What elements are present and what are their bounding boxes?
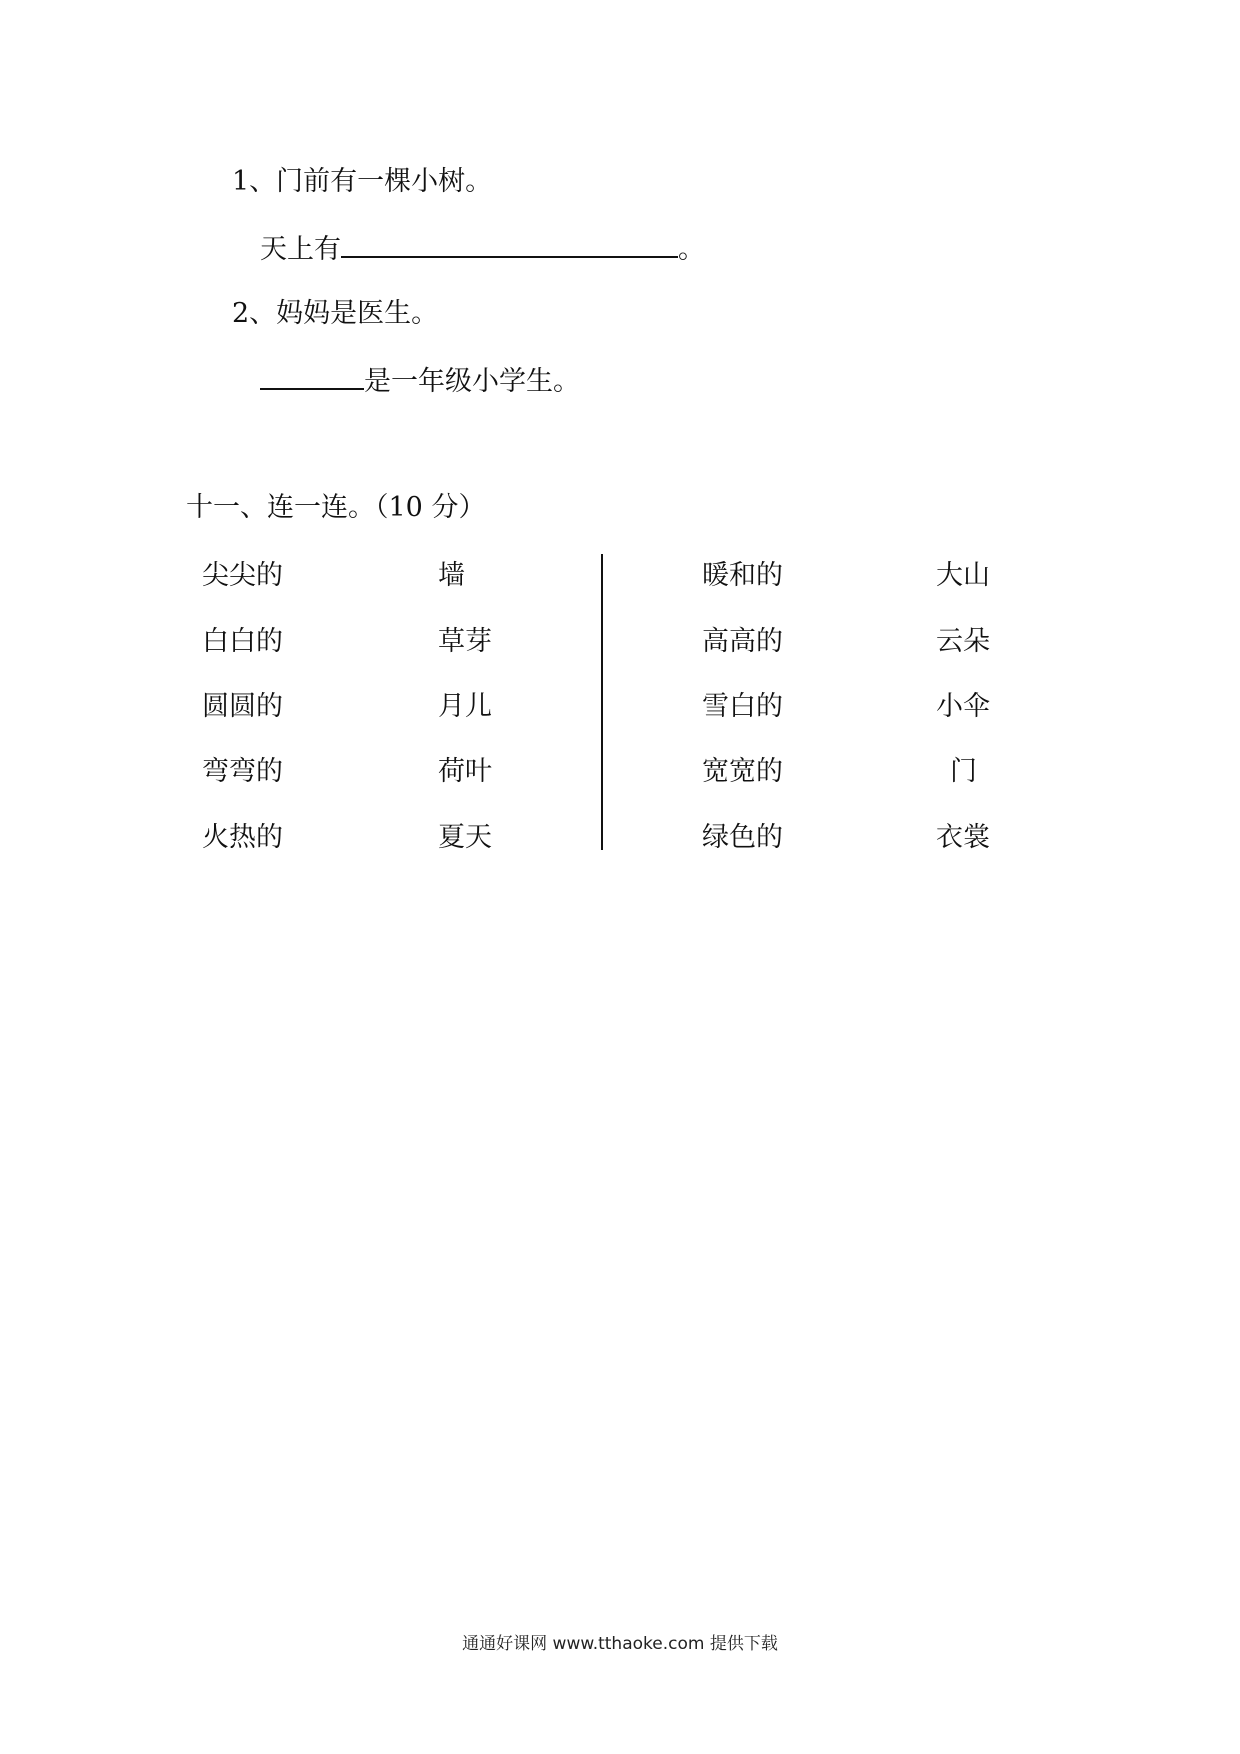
section-eleven-title: 十一、连一连。（10 分） [186,492,486,523]
item2-example [232,296,438,332]
right-adjective[interactable]: 雪白的 [702,691,783,722]
item2-answer-blank[interactable] [260,362,364,390]
left-noun[interactable]: 墙 [438,560,465,591]
column-divider [601,554,603,850]
item1-prompt-suffix: 。 [678,234,705,265]
left-noun[interactable]: 草芽 [438,626,492,657]
right-noun[interactable]: 小伞 [936,691,990,722]
left-adjective[interactable]: 尖尖的 [202,560,283,591]
right-noun[interactable]: 衣裳 [936,822,990,853]
right-noun[interactable]: 云朵 [936,626,990,657]
left-adjective[interactable]: 白白的 [202,626,283,657]
item2-prompt [260,362,580,400]
download-footer: 通通好课网 www.tthaoke.com 提供下载 [462,1634,778,1654]
right-adjective[interactable]: 宽宽的 [702,756,783,787]
left-noun[interactable]: 月儿 [438,691,492,722]
right-adjective[interactable]: 绿色的 [702,822,783,853]
item1-answer-blank[interactable] [341,230,678,258]
left-noun[interactable]: 荷叶 [438,756,492,787]
item1-example-text: 1、门前有一棵小树。 [232,166,493,197]
right-noun[interactable]: 门 [950,756,977,787]
item1-prompt-prefix: 天上有 [260,234,341,265]
item2-prompt-suffix: 是一年级小学生。 [364,366,580,397]
right-adjective[interactable]: 暖和的 [702,560,783,591]
left-noun[interactable]: 夏天 [438,822,492,853]
item2-example-text: 2、妈妈是医生。 [232,298,439,329]
right-adjective[interactable]: 高高的 [702,626,783,657]
left-adjective[interactable]: 圆圆的 [202,691,283,722]
left-adjective[interactable]: 火热的 [202,822,283,853]
right-noun[interactable]: 大山 [936,560,990,591]
item1-example [232,164,492,200]
left-adjective[interactable]: 弯弯的 [202,756,283,787]
item1-prompt [260,230,705,268]
